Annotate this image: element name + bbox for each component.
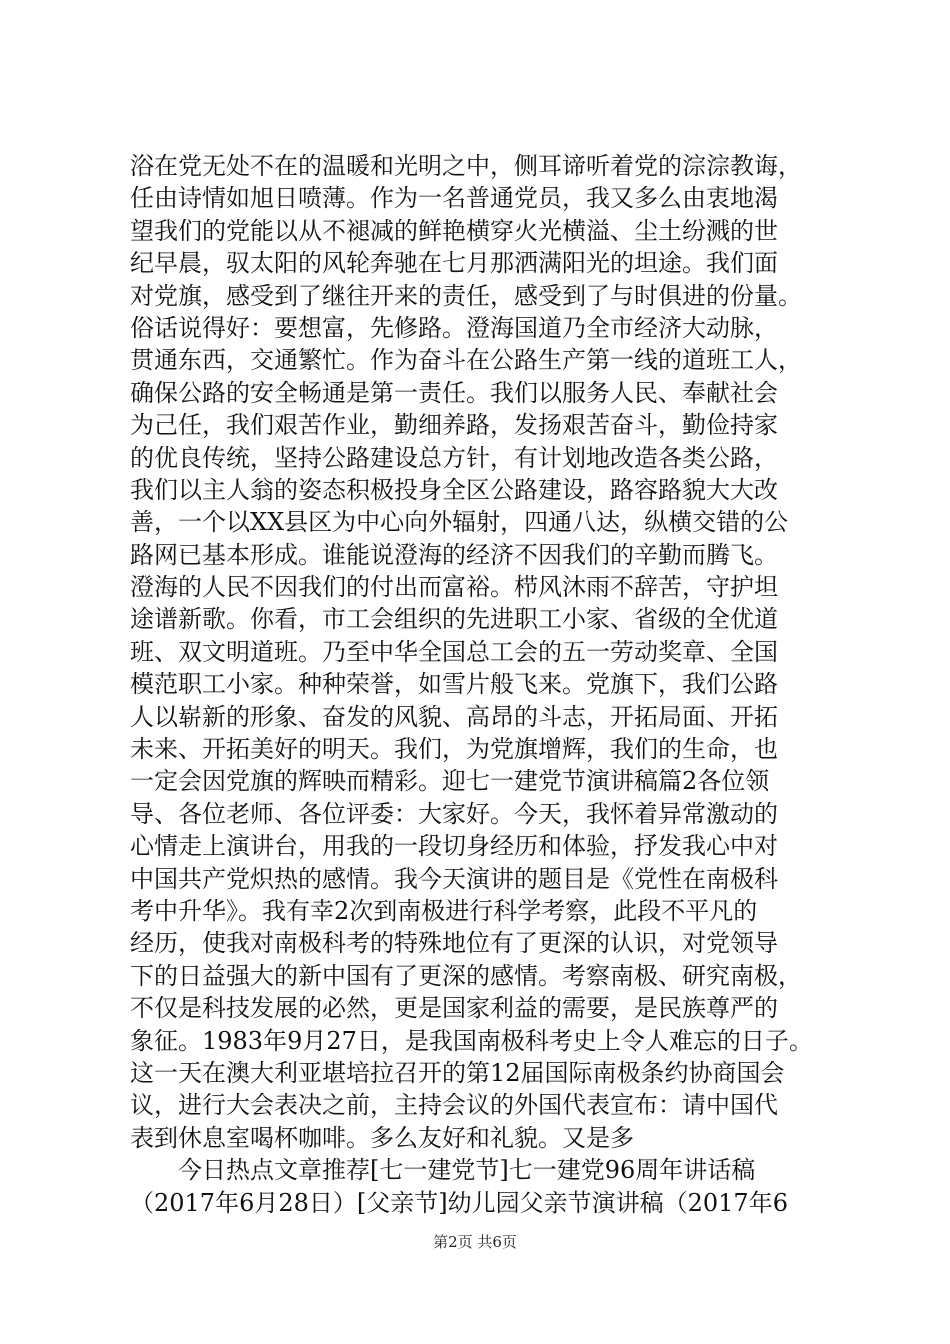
text-line: 心情走上演讲台，用我的一段切身经历和体验，抒发我心中对: [130, 832, 778, 861]
text-line: 途谱新歌。你看，市工会组织的先进职工小家、省级的全优道: [130, 605, 778, 634]
text-line: 善，一个以XX县区为中心向外辐射，四通八达，纵横交错的公: [130, 508, 789, 537]
text-line: 确保公路的安全畅通是第一责任。我们以服务人民、奉献社会: [130, 378, 778, 407]
text-line: 澄海的人民不因我们的付出而富裕。栉风沐雨不辞苦，守护坦: [130, 573, 778, 602]
text-line: 中国共产党炽热的感情。我今天演讲的题目是《党性在南极科: [130, 864, 778, 893]
text-line: 贯通东西，交通繁忙。作为奋斗在公路生产第一线的道班工人，: [130, 346, 802, 375]
text-line: 议，进行大会表决之前，主持会议的外国代表宣布：请中国代: [130, 1091, 778, 1120]
text-line: 经历，使我对南极科考的特殊地位有了更深的认识，对党领导: [130, 929, 778, 958]
text-line: 不仅是科技发展的必然，更是国家利益的需要，是民族尊严的: [130, 994, 778, 1023]
text-line: 俗话说得好：要想富，先修路。澄海国道乃全市经济大动脉，: [130, 313, 778, 342]
text-line: 表到休息室喝杯咖啡。多么友好和礼貌。又是多: [130, 1123, 634, 1152]
text-line: 象征。1983年9月27日，是我国南极科考史上令人难忘的日子。: [130, 1026, 813, 1055]
text-line: 我们以主人翁的姿态积极投身全区公路建设，路容路貌大大改: [130, 475, 778, 504]
text-line: 一定会因党旗的辉映而精彩。迎七一建党节演讲稿篇2各位领: [130, 767, 770, 796]
text-line: 导、各位老师、各位评委：大家好。今天，我怀着异常激动的: [130, 799, 778, 828]
text-line: 望我们的党能以从不褪减的鲜艳横穿火光横溢、尘土纷溅的世: [130, 216, 778, 245]
text-line: 下的日益强大的新中国有了更深的感情。考察南极、研究南极，: [130, 961, 802, 990]
text-line: 未来、开拓美好的明天。我们，为党旗增辉，我们的生命，也: [130, 735, 778, 764]
text-line: 模范职工小家。种种荣誉，如雪片般飞来。党旗下，我们公路: [130, 670, 778, 699]
text-line: 今日热点文章推荐[七一建党节]七一建党96周年讲话稿: [130, 1156, 756, 1185]
text-line: 浴在党无处不在的温暖和光明之中，侧耳谛听着党的淙淙教诲，: [130, 152, 802, 180]
text-line: 纪早晨，驭太阳的风轮奔驰在七月那洒满阳光的坦途。我们面: [130, 249, 778, 278]
text-line: 路网已基本形成。谁能说澄海的经济不因我们的辛勤而腾飞。: [130, 540, 778, 569]
text-line: 为己任，我们艰苦作业，勤细养路，发扬艰苦奋斗，勤俭持家: [130, 411, 778, 440]
page-footer: 第2页 共6页: [433, 1233, 517, 1251]
text-line: 任由诗情如旭日喷薄。作为一名普通党员，我又多么由衷地渴: [130, 184, 778, 213]
text-line: 班、双文明道班。乃至中华全国总工会的五一劳动奖章、全国: [130, 637, 778, 666]
text-line: （2017年6月28日）[父亲节]幼儿园父亲节演讲稿（2017年6: [130, 1188, 788, 1217]
body-text: [130, 150, 850, 1219]
text-line: 对党旗，感受到了继往开来的责任，感受到了与时俱进的份量。: [130, 281, 802, 310]
text-line: 这一天在澳大利亚堪培拉召开的第12届国际南极条约协商国会: [130, 1058, 785, 1087]
text-line: 的优良传统，坚持公路建设总方针，有计划地改造各类公路，: [130, 443, 778, 472]
text-line: 人以崭新的形象、奋发的风貌、高昂的斗志，开拓局面、开拓: [130, 702, 778, 731]
text-line: 考中升华》。我有幸2次到南极进行科学考察，此段不平凡的: [130, 896, 758, 925]
